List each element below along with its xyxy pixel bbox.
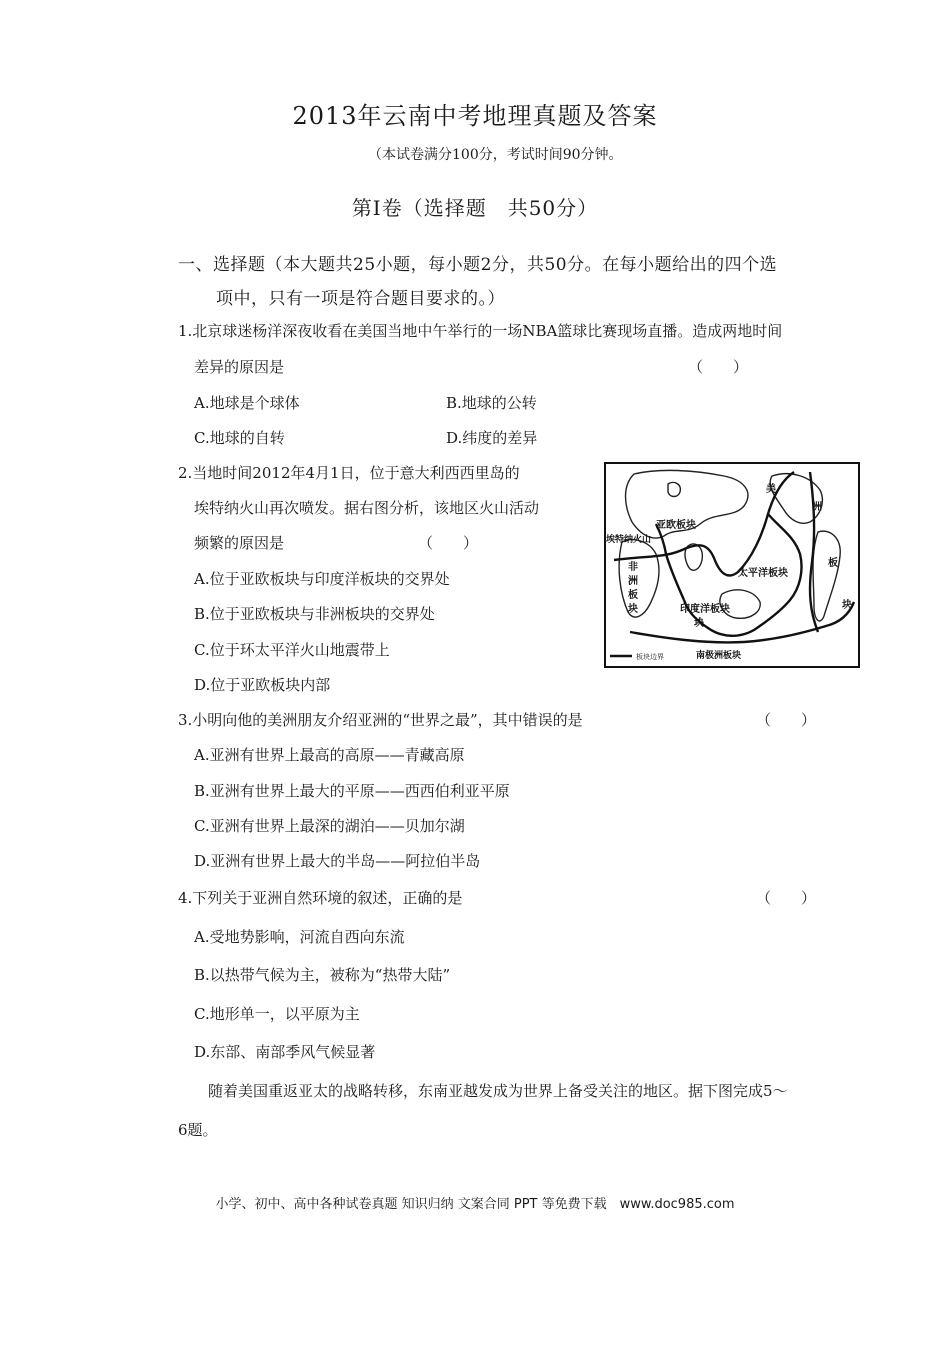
q4-option-a: A.受地势影响，河流自西向东流 [194, 928, 405, 946]
q3-option-c: C.亚洲有世界上最深的湖泊——贝加尔湖 [194, 817, 465, 835]
map-label-eurasian: 亚欧板块 [656, 520, 696, 531]
q3-option-b: B.亚洲有世界上最大的平原——西西伯利亚平原 [194, 782, 510, 800]
passage-line1: 随着美国重返亚太的战略转移，东南亚越发成为世界上备受关注的地区。据下图完成5～ [208, 1082, 788, 1100]
page-title: 2013年云南中考地理真题及答案 [292, 102, 658, 130]
map-label-indian-2: 块 [694, 618, 704, 629]
q1-option-b: B.地球的公转 [446, 394, 537, 412]
q4-stem: 4.下列关于亚洲自然环境的叙述，正确的是 [178, 889, 463, 907]
plate-map-svg [604, 462, 860, 668]
map-label-african-4: 块 [628, 604, 638, 615]
map-label-american-3: 板 [828, 558, 838, 569]
map-legend-label: 板块边界 [636, 653, 664, 661]
map-label-pacific: 太平洋板块 [738, 568, 788, 579]
q1-stem-line2: 差异的原因是 [194, 358, 285, 376]
q1-stem-line1: 1.北京球迷杨洋深夜收看在美国当地中午举行的一场NBA篮球比赛现场直播。造成两地时间 [178, 322, 783, 340]
q4-option-c: C.地形单一，以平原为主 [194, 1005, 360, 1023]
part-title: 第Ⅰ卷（选择题 共50分） [351, 196, 599, 220]
map-label-african-2: 洲 [628, 576, 638, 587]
q2-option-d: D.位于亚欧板块内部 [194, 676, 331, 694]
map-label-antarctic: 南极洲板块 [696, 651, 742, 661]
map-label-american-2: 洲 [812, 502, 822, 513]
exam-info: （本试卷满分100分，考试时间90分钟。 [368, 147, 623, 163]
q2-option-c: C.位于环太平洋火山地震带上 [194, 641, 390, 659]
section-instructions-line2: 项中，只有一项是符合题目要求的。） [216, 289, 505, 309]
plate-boundary-map [604, 462, 860, 668]
map-label-volcano: 埃特纳火山 [606, 535, 652, 545]
map-label-african-3: 板 [628, 590, 638, 601]
q1-option-a: A.地球是个球体 [194, 394, 300, 412]
map-label-african-1: 非 [628, 562, 638, 573]
q2-option-a: A.位于亚欧板块与印度洋板块的交界处 [194, 570, 450, 588]
q2-option-b: B.位于亚欧板块与非洲板块的交界处 [194, 605, 435, 623]
q2-stem-line2: 埃特纳火山再次喷发。据右图分析，该地区火山活动 [194, 499, 540, 517]
page-footer: 小学、初中、高中各种试卷真题 知识归纳 文案合同 PPT 等免费下载 www.doc985.com [215, 1197, 735, 1212]
q2-stem-line1: 2.当地时间2012年4月1日，位于意大利西西里岛的 [178, 464, 520, 482]
q2-stem-line3: 频繁的原因是 [194, 534, 285, 552]
q4-option-b: B.以热带气候为主，被称为“热带大陆” [194, 966, 451, 984]
q3-option-a: A.亚洲有世界上最高的高原——青藏高原 [194, 746, 465, 764]
q3-option-d: D.亚洲有世界上最大的半岛——阿拉伯半岛 [194, 852, 481, 870]
map-label-american-1: 美 [766, 484, 776, 495]
q4-answer-blank: （ ） [756, 889, 817, 907]
q1-answer-blank: （ ） [688, 358, 749, 376]
section-instructions-line1: 一、选择题（本大题共25小题，每小题2分，共50分。在每小题给出的四个选 [178, 255, 778, 275]
q1-option-d: D.纬度的差异 [446, 429, 538, 447]
map-label-american-4: 块 [842, 600, 852, 611]
passage-line2: 6题。 [178, 1121, 218, 1139]
q3-stem: 3.小明向他的美洲朋友介绍亚洲的“世界之最”，其中错误的是 [178, 711, 583, 729]
q4-option-d: D.东部、南部季风气候显著 [194, 1043, 376, 1061]
q1-option-c: C.地球的自转 [194, 429, 285, 447]
q2-answer-blank: （ ） [418, 534, 479, 552]
map-label-indian: 印度洋板块 [680, 604, 730, 615]
q3-answer-blank: （ ） [756, 711, 817, 729]
